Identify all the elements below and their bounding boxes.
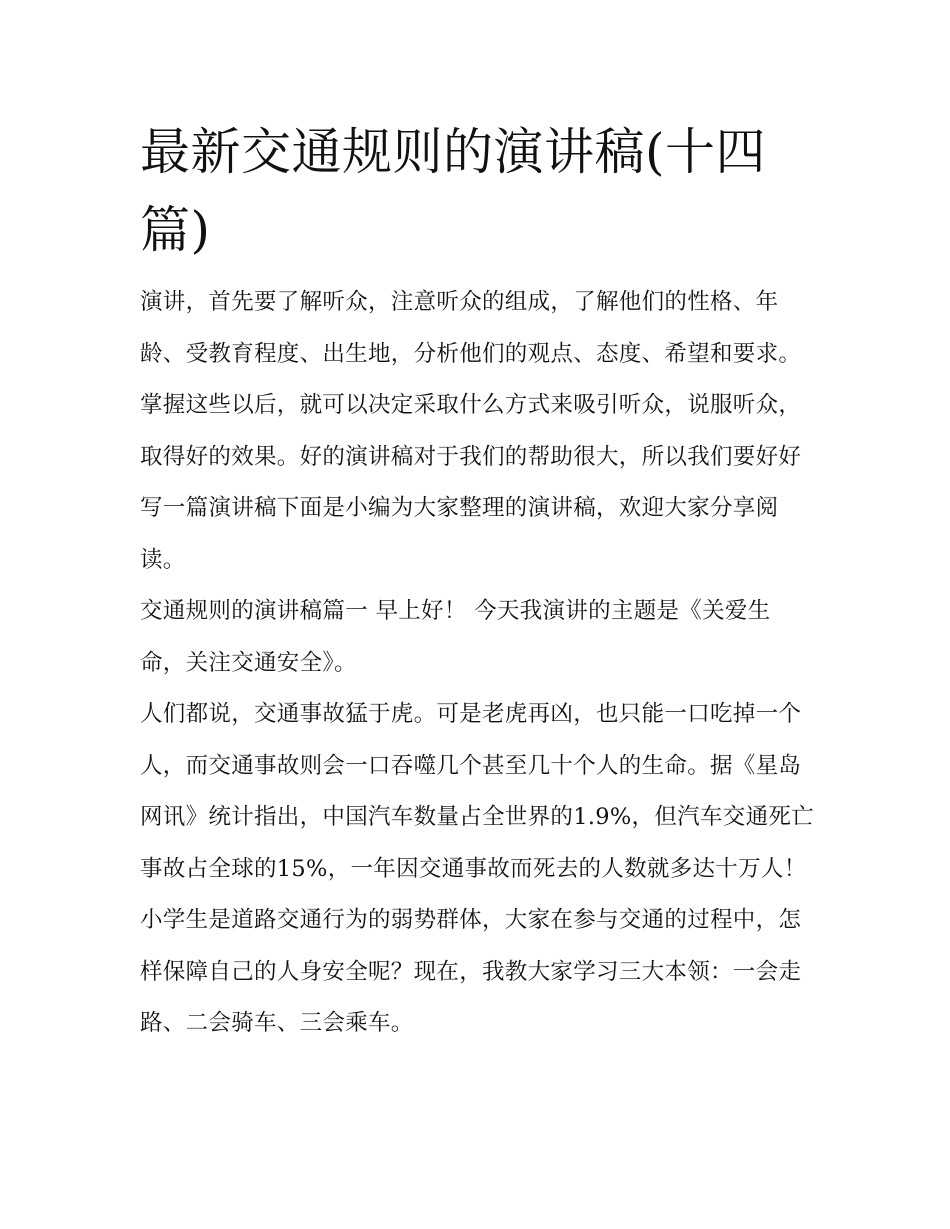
paragraph-student-safety: 小学生是道路交通行为的弱势群体，大家在参与交通的过程中，怎样保障自己的人身安全呢？现在，我教大家学习三大本领：一会走路、二会骑车、三会乘车。 bbox=[140, 907, 802, 1036]
paragraph-speech-opening: 交通规则的演讲稿篇一 早上好！ 今天我演讲的主题是《关爱生命，关注交通安全》。 bbox=[140, 598, 771, 676]
paragraph-intro: 演讲，首先要了解听众，注意听众的组成，了解他们的性格、年龄、受教育程度、出生地，分析他们的观点、态度、希望和要求。掌握这些以后，就可以决定采取什么方式来吸引听众，说服听众，取得好的效果。好的演讲稿对于我们的帮助很大，所以我们要好好写一篇演讲稿下面是小编为大家整理的演讲稿，欢迎大家分享阅读。 bbox=[140, 289, 802, 573]
document-title: 最新交通规则的演讲稿(十四篇) bbox=[140, 123, 767, 259]
paragraph-accident-statistics: 人们都说，交通事故猛于虎。可是老虎再凶，也只能一口吃掉一个人，而交通事故则会一口吞噬几个甚至几十个人的生命。据《星岛网讯》统计指出，中国汽车数量占全世界的1.9%，但汽车交通死亡事故占全球的15%，一年因交通事故而死去的人数就多达十万人！ bbox=[140, 701, 814, 882]
document-body bbox=[140, 277, 816, 1050]
